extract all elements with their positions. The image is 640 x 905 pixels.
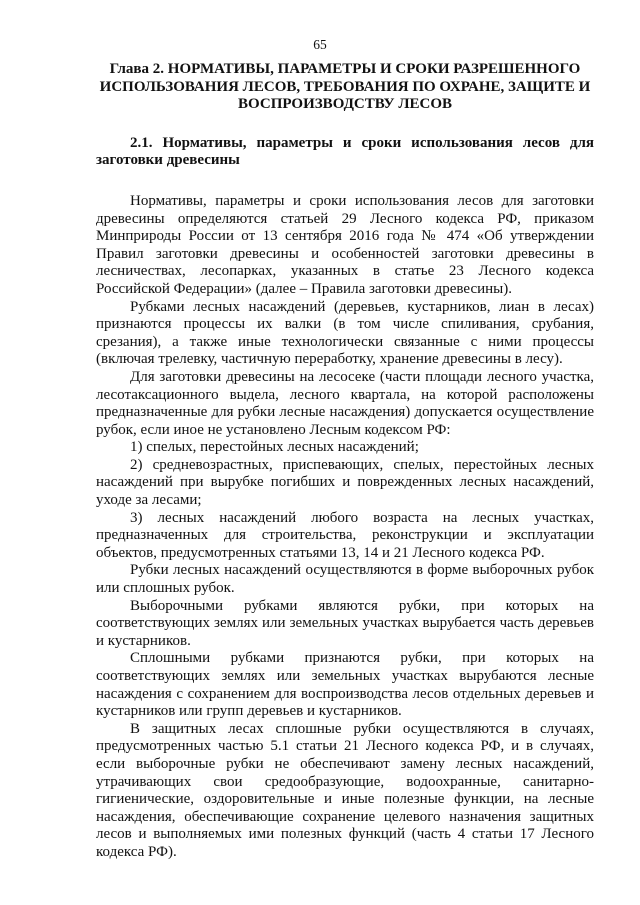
section-title: 2.1. Нормативы, параметры и сроки использования лесов для заготовки древесины bbox=[96, 134, 594, 169]
list-item: 3) лесных насаждений любого возраста на лесных участках, предназначенных для строительства, реконструкции и эксплуатации объектов, предусмотренных статьями 13, 14 и 21 Лесного кодекса РФ. bbox=[96, 509, 594, 561]
paragraph: Выборочными рубками являются рубки, при которых на соответствующих землях или земельных участках вырубается часть деревьев и кустарников. bbox=[96, 597, 594, 649]
paragraph: В защитных лесах сплошные рубки осуществляются в случаях, предусмотренных частью 5.1 статьи 21 Лесного кодекса РФ, и в случаях, если выборочные рубки не обеспечивают замену лесных насаждений, утрачивающих свои средообразующие, водоохранные, санитарно-гигиенические, оздоровительные и иные полезные функции, на лесные насаждения, обеспечивающие сохранение целевого назначения защитных лесов и выполняемых ими полезных функций (часть 4 статьи 17 Лесного кодекса РФ). bbox=[96, 720, 594, 860]
paragraph: Нормативы, параметры и сроки использования лесов для заготовки древесины определяются статьей 29 Лесного кодекса РФ, приказом Минприроды России от 13 сентября 2016 года № 474 «Об утверждении Правил заготовки древесины и особенностей заготовки древесины в лесничествах, лесопарках, указанных в статье 23 Лесного кодекса Российской Федерации» (далее – Правила заготовки древесины). bbox=[96, 192, 594, 297]
page-number: 65 bbox=[313, 37, 327, 52]
paragraph: Рубками лесных насаждений (деревьев, кустарников, лиан в лесах) признаются процессы их валки (в том числе спиливания, срубания, срезания), а также иные технологически связанные с ними процессы (включая трелевку, частичную переработку, хранение древесины в лесу). bbox=[96, 298, 594, 368]
body-text bbox=[96, 193, 594, 862]
chapter-title: Глава 2. НОРМАТИВЫ, ПАРАМЕТРЫ И СРОКИ РАЗРЕШЕННОГО ИСПОЛЬЗОВАНИЯ ЛЕСОВ, ТРЕБОВАНИЯ ПО ОХРАНЕ, ЗАЩИТЕ И ВОСПРОИЗВОДСТВУ ЛЕСОВ bbox=[99, 61, 591, 113]
paragraph: Сплошными рубками признаются рубки, при которых на соответствующих землях или земельных участках вырубаются лесные насаждения с сохранением для воспроизводства лесов отдельных деревьев и кустарников или групп деревьев и кустарников. bbox=[96, 650, 594, 720]
paragraph: Рубки лесных насаждений осуществляются в форме выборочных рубок или сплошных рубок. bbox=[96, 562, 594, 597]
list-item: 2) средневозрастных, приспевающих, спелых, перестойных лесных насаждений при вырубке погибших и поврежденных лесных насаждений, уходе за лесами; bbox=[96, 456, 594, 509]
list-item: 1) спелых, перестойных лесных насаждений; bbox=[130, 439, 419, 456]
page-content bbox=[96, 61, 594, 862]
paragraph: Для заготовки древесины на лесосеке (части площади лесного участка, лесотаксационного выдела, лесного квартала, на которой расположены предназначенные для рубки лесные насаждения) допускается осуществление рубок, если иное не установлено Лесным кодексом РФ: bbox=[96, 368, 594, 438]
